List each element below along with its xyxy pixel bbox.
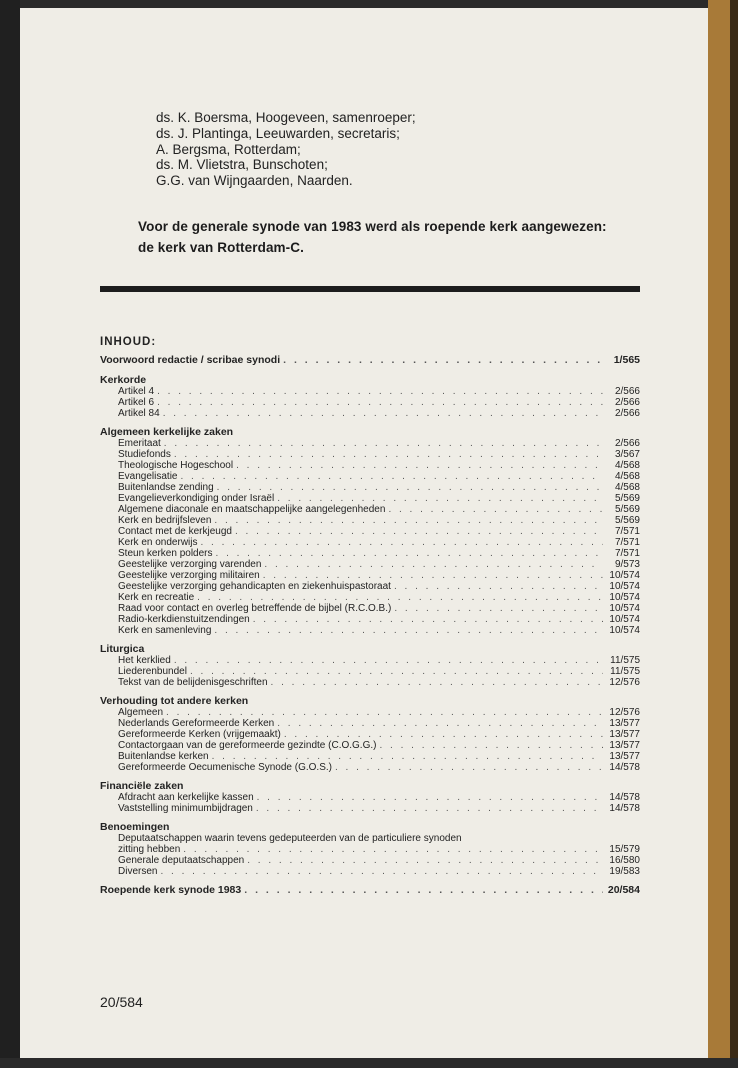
- toc-entry-label: Nederlands Gereformeerde Kerken: [118, 718, 275, 729]
- toc-entry[interactable]: [100, 677, 640, 688]
- toc-entry-page: 2/566: [614, 397, 640, 408]
- toc-section-heading: Benoemingen: [100, 821, 170, 833]
- toc-entry-page: 16/580: [609, 855, 640, 866]
- toc-entry[interactable]: [100, 408, 640, 419]
- toc-entry-label: zitting hebben: [118, 844, 181, 855]
- toc-sections: [100, 374, 640, 877]
- leader-dots: [200, 537, 603, 548]
- toc-entry[interactable]: [100, 740, 640, 751]
- toc-entry-page: 4/568: [614, 471, 640, 482]
- deputies-list: [156, 110, 416, 189]
- toc-section-heading: Verhouding tot andere kerken: [100, 695, 249, 707]
- toc-entry-page: 13/577: [609, 740, 640, 751]
- toc-entry[interactable]: [100, 762, 640, 773]
- toc-section-heading: Financiële zaken: [100, 780, 184, 792]
- toc-entry[interactable]: [100, 792, 640, 803]
- leader-dots: [163, 408, 603, 419]
- toc-entry-page: 5/569: [614, 493, 640, 504]
- leader-dots: [394, 581, 603, 592]
- scan-left-edge: [0, 0, 20, 1068]
- toc-entry[interactable]: [100, 526, 640, 537]
- toc-entry[interactable]: [100, 386, 640, 397]
- leader-dots: [277, 718, 603, 729]
- leader-dots: [394, 603, 603, 614]
- section-divider: [100, 286, 640, 292]
- leader-dots: [244, 884, 603, 897]
- toc-entry-page: 13/577: [609, 729, 640, 740]
- toc-entry-label: Kerk en onderwijs: [118, 537, 198, 548]
- leader-dots: [257, 792, 603, 803]
- toc-entry-label: Studiefonds: [118, 449, 171, 460]
- toc-entry-label: Evangelisatie: [118, 471, 178, 482]
- toc-entry[interactable]: [100, 603, 640, 614]
- toc-entry-page: 2/566: [614, 438, 640, 449]
- toc-entry-page: 10/574: [609, 592, 640, 603]
- toc-entry-label: Geestelijke verzorging varenden: [118, 559, 262, 570]
- statement-line-2: de kerk van Rotterdam-C.: [138, 240, 304, 255]
- leader-dots: [214, 515, 603, 526]
- toc-entry[interactable]: [100, 570, 640, 581]
- leader-dots: [236, 460, 603, 471]
- toc-entry-page: 14/578: [609, 803, 640, 814]
- toc-entry-label: Het kerklied: [118, 655, 171, 666]
- toc-entry-label: Diversen: [118, 866, 158, 877]
- leader-dots: [283, 354, 603, 367]
- toc-entry-label: Algemeen: [118, 707, 164, 718]
- toc-entry-page: 10/574: [609, 625, 640, 636]
- toc-entry[interactable]: [100, 460, 640, 471]
- leader-dots: [157, 397, 603, 408]
- toc-entry[interactable]: [100, 614, 640, 625]
- toc-entry-page: 5/569: [614, 504, 640, 515]
- toc-entry-label: Generale deputaatschappen: [118, 855, 245, 866]
- toc-entry-intro: Deputaatschappen waarin tevens gedeputeerden van de particuliere synoden: [118, 833, 462, 844]
- toc-entry-label: Theologische Hogeschool: [118, 460, 234, 471]
- toc-entry-label: Artikel 4: [118, 386, 155, 397]
- deputy-line: A. Bergsma, Rotterdam;: [156, 141, 301, 157]
- toc-entry-label: Geestelijke verzorging gehandicapten en ziekenhuispastoraat: [118, 581, 391, 592]
- toc-entry-label: Buitenlandse zending: [118, 482, 214, 493]
- leader-dots: [388, 504, 603, 515]
- toc-entry-label: Steun kerken polders: [118, 548, 213, 559]
- toc-entry-label: Buitenlandse kerken: [118, 751, 209, 762]
- toc-entry-label: Gereformeerde Kerken (vrijgemaakt): [118, 729, 281, 740]
- toc-section-heading: Algemeen kerkelijke zaken: [100, 426, 234, 438]
- page-number: 20/584: [100, 994, 143, 1010]
- toc-entry[interactable]: [100, 482, 640, 493]
- toc-entry[interactable]: [100, 592, 640, 603]
- toc-entry[interactable]: [100, 449, 640, 460]
- deputy-line: ds. M. Vlietstra, Bunschoten;: [156, 157, 328, 173]
- leader-dots: [271, 677, 603, 688]
- toc-entry-page: 20/584: [607, 884, 640, 896]
- toc-entry[interactable]: [100, 803, 640, 814]
- toc-entry[interactable]: [100, 548, 640, 559]
- toc-entry-page: 12/576: [609, 707, 640, 718]
- toc-entry-page: 15/579: [609, 844, 640, 855]
- leader-dots: [217, 482, 603, 493]
- toc-entry[interactable]: [100, 844, 640, 855]
- toc-entry[interactable]: [100, 537, 640, 548]
- toc-entry-label: Gereformeerde Oecumenische Synode (G.O.S.): [118, 762, 332, 773]
- toc-entry-label: Liederenbundel: [118, 666, 187, 677]
- toc-entry-label: Algemene diaconale en maatschappelijke aangelegenheden: [118, 504, 386, 515]
- toc-entry-page: 3/567: [614, 449, 640, 460]
- leader-dots: [160, 866, 603, 877]
- toc-entry-page: 14/578: [609, 792, 640, 803]
- leader-dots: [335, 762, 603, 773]
- leader-dots: [197, 592, 603, 603]
- toc-entry[interactable]: [100, 866, 640, 877]
- leader-dots: [166, 707, 603, 718]
- leader-dots: [212, 751, 603, 762]
- leader-dots: [214, 625, 603, 636]
- leader-dots: [235, 526, 603, 537]
- leader-dots: [284, 729, 603, 740]
- toc-entry-label: Kerk en recreatie: [118, 592, 195, 603]
- toc-entry[interactable]: [100, 655, 640, 666]
- toc-entry-label: Vaststelling minimumbijdragen: [118, 803, 253, 814]
- toc-entry-page: 5/569: [614, 515, 640, 526]
- leader-dots: [263, 570, 603, 581]
- toc-entry-page: 10/574: [609, 614, 640, 625]
- leader-dots: [277, 493, 603, 504]
- scan-top-edge: [0, 0, 738, 8]
- toc-entry[interactable]: [100, 471, 640, 482]
- deputy-line: ds. K. Boersma, Hoogeveen, samenroeper;: [156, 110, 416, 125]
- toc-entry-page: 14/578: [609, 762, 640, 773]
- toc-entry-label: Artikel 6: [118, 397, 155, 408]
- toc-entry-page: 10/574: [609, 570, 640, 581]
- toc-entry[interactable]: [100, 729, 640, 740]
- toc-entry-page: 4/568: [614, 460, 640, 471]
- leader-dots: [157, 386, 603, 397]
- toc-entry-label: Radio-kerkdienstuitzendingen: [118, 614, 250, 625]
- leader-dots: [253, 614, 603, 625]
- toc-section-heading: Kerkorde: [100, 374, 147, 386]
- toc-entry[interactable]: [100, 504, 640, 515]
- toc-entry[interactable]: [100, 397, 640, 408]
- toc-section-heading: Liturgica: [100, 643, 145, 655]
- toc-entry-label: Voorwoord redactie / scribae synodi: [100, 354, 281, 366]
- toc-entry-label: Emeritaat: [118, 438, 161, 449]
- toc-entry[interactable]: [100, 751, 640, 762]
- leader-dots: [190, 666, 603, 677]
- toc-entry-label: Tekst van de belijdenisgeschriften: [118, 677, 268, 688]
- leader-dots: [174, 655, 603, 666]
- toc-entry-label: Afdracht aan kerkelijke kassen: [118, 792, 254, 803]
- leader-dots: [164, 438, 603, 449]
- leader-dots: [247, 855, 603, 866]
- leader-dots: [264, 559, 603, 570]
- toc-entry-page: 19/583: [609, 866, 640, 877]
- toc-entry-page: 12/576: [609, 677, 640, 688]
- leader-dots: [183, 844, 603, 855]
- toc-entry-label: Contactorgaan van de gereformeerde gezindte (C.O.G.G.): [118, 740, 377, 751]
- toc-entry-page: 13/577: [609, 751, 640, 762]
- toc-title: INHOUD:: [100, 336, 157, 348]
- toc-entry-page: 4/568: [614, 482, 640, 493]
- toc-entry-roepende-kerk[interactable]: [100, 884, 640, 897]
- deputy-line: G.G. van Wijngaarden, Naarden.: [156, 173, 353, 189]
- toc-entry[interactable]: [100, 438, 640, 449]
- deputy-line: ds. J. Plantinga, Leeuwarden, secretaris;: [156, 125, 400, 141]
- toc-entry[interactable]: [100, 855, 640, 866]
- toc-entry-page: 2/566: [614, 386, 640, 397]
- toc-entry[interactable]: [100, 707, 640, 718]
- toc-entry-label: Evangelieverkondiging onder Israël: [118, 493, 275, 504]
- scan-bottom-edge: [0, 1058, 738, 1068]
- toc-entry[interactable]: [100, 559, 640, 570]
- leader-dots: [379, 740, 603, 751]
- toc-entry-page: 7/571: [614, 548, 640, 559]
- statement-line-1: Voor de generale synode van 1983 werd als roepende kerk aangewezen:: [138, 219, 607, 234]
- toc-entry[interactable]: [100, 666, 640, 677]
- toc-entry-page: 2/566: [614, 408, 640, 419]
- toc-entry[interactable]: [100, 718, 640, 729]
- toc-entry-label: Kerk en bedrijfsleven: [118, 515, 212, 526]
- toc-entry-label: Geestelijke verzorging militairen: [118, 570, 260, 581]
- toc-entry[interactable]: [100, 625, 640, 636]
- toc-entry-page: 7/571: [614, 526, 640, 537]
- toc-entry-page: 7/571: [614, 537, 640, 548]
- toc-entry-page: 11/575: [610, 655, 640, 666]
- table-of-contents: [100, 336, 640, 897]
- toc-entry-page: 11/575: [610, 666, 640, 677]
- toc-entry-label: Artikel 84: [118, 408, 160, 419]
- leader-dots: [180, 471, 603, 482]
- toc-entry-page: 10/574: [609, 581, 640, 592]
- toc-entry-page: 1/565: [613, 354, 640, 366]
- binding-spine: [708, 0, 730, 1068]
- leader-dots: [256, 803, 603, 814]
- toc-entry[interactable]: [100, 581, 640, 592]
- toc-entry-label: Raad voor contact en overleg betreffende de bijbel (R.C.O.B.): [118, 603, 392, 614]
- toc-entry-page: 10/574: [609, 603, 640, 614]
- toc-entry-label: Contact met de kerkjeugd: [118, 526, 232, 537]
- toc-entry[interactable]: [100, 515, 640, 526]
- toc-entry[interactable]: [100, 493, 640, 504]
- binding-spine-edge: [730, 0, 738, 1068]
- toc-entry-label: Kerk en samenleving: [118, 625, 212, 636]
- leader-dots: [174, 449, 603, 460]
- toc-entry-page: 13/577: [609, 718, 640, 729]
- toc-entry-page: 9/573: [614, 559, 640, 570]
- leader-dots: [216, 548, 603, 559]
- toc-entry-voorwoord[interactable]: [100, 354, 640, 367]
- toc-entry-label: Roepende kerk synode 1983: [100, 884, 242, 896]
- convening-church-statement: [138, 216, 607, 258]
